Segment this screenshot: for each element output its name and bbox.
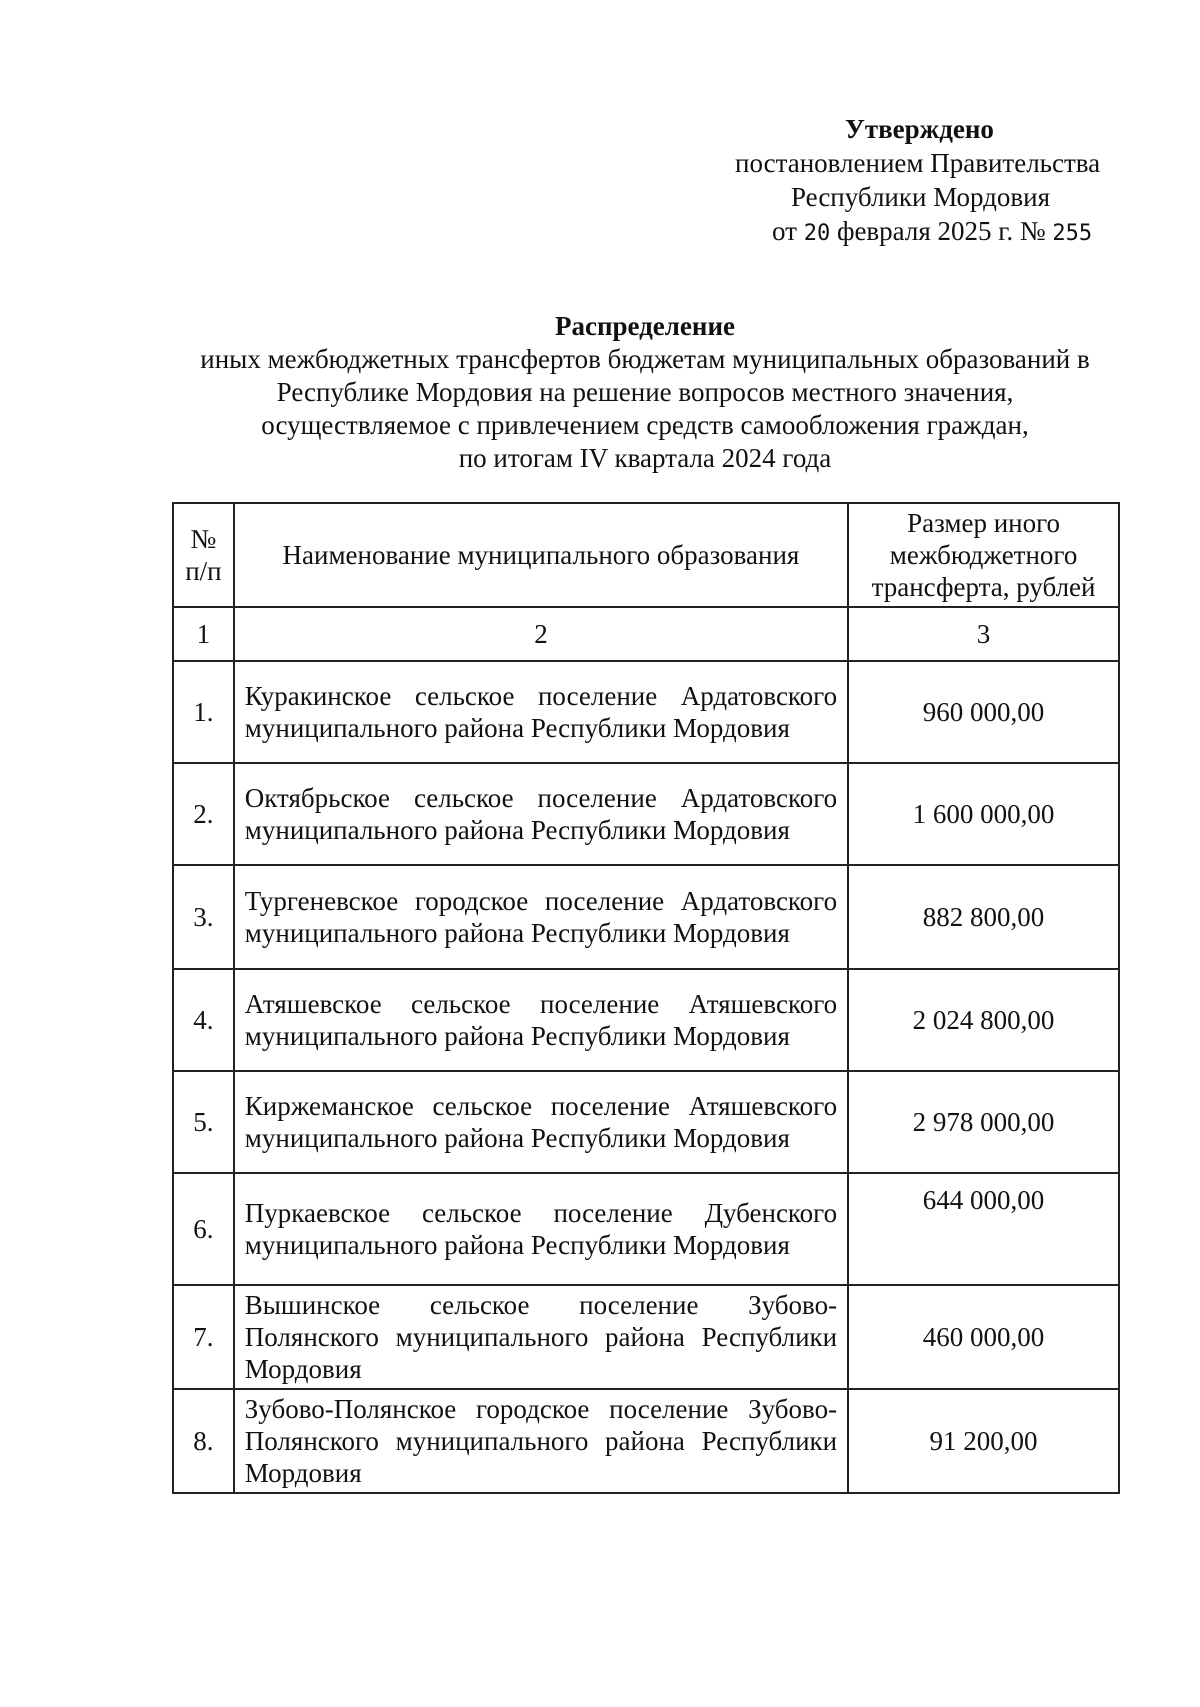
row-name: Вышинское сельское поселение Зубово-Полянского муниципального района Республики Мордовия [234,1285,848,1389]
row-name: Атяшевское сельское поселение Атяшевского муниципального района Республики Мордовия [234,969,848,1071]
row-num: 1. [173,661,234,763]
approval-line-3: Республики Мордовия [791,182,1051,212]
table-row [173,1071,1119,1173]
title-line-4: по итогам IV квартала 2024 года [458,443,832,473]
approval-date-line [735,214,1135,251]
column-number: 1 [173,607,234,661]
approved-label: Утверждено [845,114,994,144]
approval-line-2: постановлением Правительства [735,148,1101,178]
table-row [173,661,1119,763]
row-amount: 644 000,00 [848,1173,1119,1285]
table-row [173,1173,1119,1285]
table-row [173,1285,1119,1389]
table-row [173,1389,1119,1493]
header-num [173,503,234,607]
row-name: Зубово-Полянское городское поселение Зубово-Полянского муниципального района Республики Мордовия [234,1389,848,1493]
row-num: 5. [173,1071,234,1173]
row-num: 2. [173,763,234,865]
row-amount: 2 978 000,00 [848,1071,1119,1173]
doc-number: 255 [1052,221,1093,246]
row-name: Киржеманское сельское поселение Атяшевского муниципального района Республики Мордовия [234,1071,848,1173]
title-heading: Распределение [554,311,736,341]
header-num-line-1: № [190,524,217,554]
date-month-year: февраля 2025 г. № [836,216,1046,246]
header-name: Наименование муниципального образования [234,503,848,607]
table-row [173,865,1119,969]
column-number-row [173,607,1119,661]
row-name: Октябрьское сельское поселение Ардатовского муниципального района Республики Мордовия [234,763,848,865]
title-line-3: осуществляемое с привлечением средств самообложения граждан, [261,410,1029,440]
row-name: Пуркаевское сельское поселение Дубенского муниципального района Республики Мордовия [234,1173,848,1285]
date-prefix: от [772,216,797,246]
table-header-row [173,503,1119,607]
approval-stamp [735,112,1135,251]
row-amount: 1 600 000,00 [848,763,1119,865]
table-row [173,969,1119,1071]
table-row [173,763,1119,865]
row-num: 7. [173,1285,234,1389]
row-num: 3. [173,865,234,969]
row-amount: 2 024 800,00 [848,969,1119,1071]
column-number: 2 [234,607,848,661]
row-amount: 882 800,00 [848,865,1119,969]
row-num: 6. [173,1173,234,1285]
row-num: 8. [173,1389,234,1493]
document-title [170,310,1120,475]
title-line-1: иных межбюджетных трансфертов бюджетам муниципальных образований в [200,344,1090,374]
distribution-table [172,502,1120,1494]
row-amount: 91 200,00 [848,1389,1119,1493]
header-num-line-2: п/п [185,556,222,586]
header-amount: Размер иного межбюджетного трансферта, рублей [848,503,1119,607]
row-amount: 960 000,00 [848,661,1119,763]
column-number: 3 [848,607,1119,661]
row-name: Тургеневское городское поселение Ардатовского муниципального района Республики Мордовия [234,865,848,969]
row-amount: 460 000,00 [848,1285,1119,1389]
date-day: 20 [803,221,831,246]
row-name: Куракинское сельское поселение Ардатовского муниципального района Республики Мордовия [234,661,848,763]
row-num: 4. [173,969,234,1071]
title-line-2: Республике Мордовия на решение вопросов местного значения, [276,377,1014,407]
